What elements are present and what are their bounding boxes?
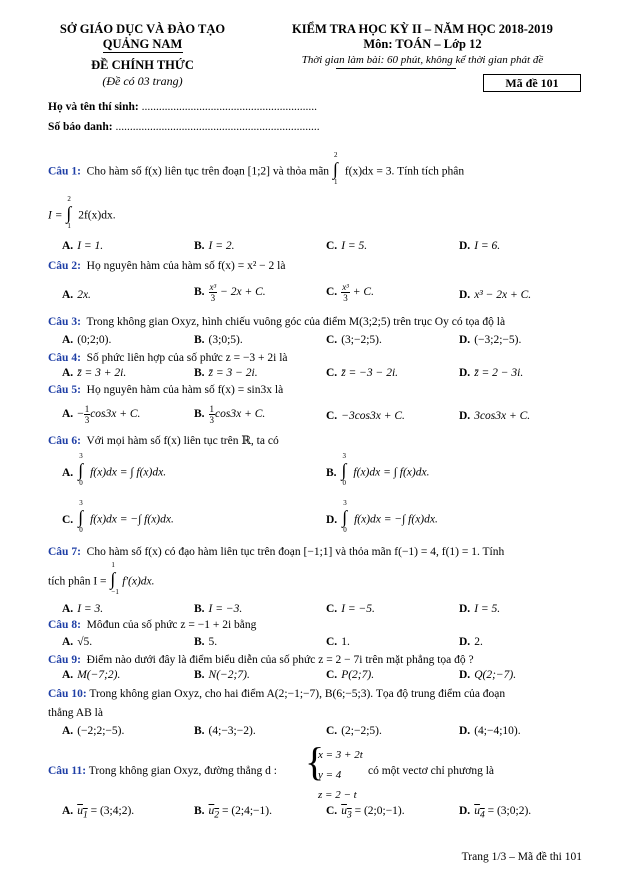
option-letter: A. — [62, 367, 74, 379]
option-c — [326, 636, 350, 648]
option-a — [62, 289, 91, 301]
system-brace: { — [305, 739, 325, 784]
option-c — [326, 240, 367, 252]
option-d — [459, 603, 500, 615]
option-text: (3;0;5). — [208, 334, 243, 346]
option-d — [459, 367, 523, 379]
option-text: I = 5. — [341, 240, 368, 252]
option-letter: B. — [194, 367, 205, 379]
equation-y: y = 4 — [318, 769, 342, 781]
option-letter: D. — [459, 410, 471, 422]
option-letter: D. — [326, 513, 338, 526]
option-text: I = 1. — [77, 240, 104, 252]
option-a — [62, 452, 167, 487]
option-b — [194, 240, 235, 252]
option-text: (−3;2;−5). — [474, 334, 522, 346]
option-text: (4;−4;10). — [474, 725, 521, 737]
option-text: 2. — [474, 636, 483, 648]
question-label: Câu 2: — [48, 260, 81, 272]
question-text: Cho hàm số f(x) có đạo hàm liên tục trên đoạn [−1;1] và thỏa mãn f(−1) = 4, f(1) = 1. Tính — [86, 546, 505, 558]
question-label: Câu 1: — [48, 165, 81, 178]
exam-title: KIỂM TRA HỌC KỲ II – NĂM HỌC 2018-2019 — [292, 22, 553, 36]
question-text: Với mọi hàm số f(x) liên tục trên ℝ, ta có — [86, 435, 279, 447]
divider — [336, 68, 456, 69]
option-a — [62, 669, 120, 681]
question-text: Trong không gian Oxyz, hình chiếu vuông góc của điểm M(3;2;5) trên trục Oy có tọa độ là — [86, 316, 506, 328]
option-d — [459, 240, 500, 252]
question-text-continued: f(x)dx = 3. Tính tích phân — [344, 165, 465, 178]
option-letter: B. — [194, 240, 205, 252]
question-text-continued: f′(x)dx. — [122, 575, 155, 588]
option-a — [62, 603, 103, 615]
option-letter: A. — [62, 466, 74, 479]
option-text: I = −3. — [208, 603, 243, 615]
option-letter: C. — [326, 334, 338, 346]
option-text: = (2;0;−1). — [354, 805, 405, 817]
option-letter: A. — [62, 669, 74, 681]
option-text: = (3;0;2). — [487, 805, 532, 817]
official-label: ĐỀ CHÍNH THỨC — [91, 58, 194, 72]
integral-symbol: 3 ∫ 0 — [341, 452, 347, 487]
option-letter: B. — [194, 636, 205, 648]
option-letter: D. — [459, 636, 471, 648]
option-a — [62, 367, 126, 379]
equation-z: z = 2 − t — [318, 789, 357, 801]
option-text: I = −5. — [341, 603, 375, 615]
option-letter: D. — [459, 289, 471, 301]
option-text: x³ − 2x + C. — [474, 289, 532, 301]
option-b — [194, 636, 217, 648]
divider — [103, 52, 183, 53]
option-b — [194, 725, 256, 737]
question-text: Điểm nào dưới đây là điểm biểu diễn của số phức z = 2 − 7i trên mặt phẳng tọa độ ? — [86, 654, 474, 666]
option-letter: A. — [62, 725, 74, 737]
question-10 — [48, 688, 584, 700]
option-a — [62, 240, 103, 252]
question-text: Môđun của số phức z = −1 + 2i bằng — [86, 619, 257, 631]
option-text: I = 6. — [474, 240, 501, 252]
option-a — [62, 636, 92, 648]
page-footer: Trang 1/3 – Mã đề thi 101 — [461, 851, 582, 863]
option-text: (0;2;0). — [77, 334, 112, 346]
option-a: A. $u_1$ = (3;4;2). — [62, 805, 135, 821]
option-c — [62, 499, 174, 534]
option-d — [459, 289, 531, 301]
option-letter: C. — [326, 805, 338, 817]
option-letter: D. — [459, 725, 471, 737]
option-b — [194, 404, 265, 425]
option-letter: A. — [62, 240, 74, 252]
integral-symbol: 3 ∫ 0 — [78, 452, 84, 487]
option-letter: D. — [459, 603, 471, 615]
option-c — [326, 367, 398, 379]
question-9 — [48, 654, 584, 666]
student-name-label: Họ và tên thí sinh: — [48, 101, 139, 113]
question-text: Cho hàm số f(x) liên tục trên đoạn [1;2] và thỏa mãn — [86, 165, 330, 178]
integral-symbol: 1 ∫ −1 — [110, 561, 119, 596]
question-3 — [48, 316, 584, 328]
option-letter: D. — [459, 240, 471, 252]
option-text: (3;−2;5). — [341, 334, 382, 346]
option-text: I = 3. — [77, 603, 104, 615]
option-d — [326, 499, 438, 534]
option-text: √5. — [77, 636, 93, 648]
student-id-row — [48, 121, 320, 133]
option-letter: C. — [326, 636, 338, 648]
question-text: Trong không gian Oxyz, đường thẳng d : — [88, 765, 277, 777]
department-name: SỞ GIÁO DỤC VÀ ĐÀO TẠO — [59, 22, 226, 36]
option-letter: B. — [194, 669, 205, 681]
option-letter: B. — [194, 286, 205, 299]
option-b — [326, 452, 430, 487]
option-text: 5. — [208, 636, 218, 648]
option-text: f(x)dx = −∫ f(x)dx. — [90, 513, 174, 526]
integral-symbol: 3 ∫ 0 — [78, 499, 84, 534]
option-letter: B. — [194, 805, 205, 817]
page-count: (Đề có 03 trang) — [102, 74, 183, 88]
option-text: M(−7;2). — [77, 669, 121, 681]
option-text: z̄ = 3 − 2i. — [208, 367, 258, 379]
option-letter: D. — [459, 367, 471, 379]
option-d: D. $u_4$ = (3;0;2). — [459, 805, 532, 821]
option-letter: B. — [194, 725, 205, 737]
option-b — [194, 603, 242, 615]
option-letter: A. — [62, 603, 74, 615]
option-letter: C. — [326, 286, 338, 299]
option-text: P(2;7). — [341, 669, 375, 681]
option-text: (−2;2;−5). — [77, 725, 125, 737]
question-7-line2 — [48, 561, 584, 596]
exam-code-box: Mã đề 101 — [483, 74, 581, 92]
option-letter: A. — [62, 289, 74, 301]
question-text: Họ nguyên hàm của hàm số f(x) = x² − 2 là — [86, 260, 286, 272]
integral-symbol: 2 ∫ 1 — [332, 151, 338, 186]
option-text: f(x)dx = ∫ f(x)dx. — [353, 466, 430, 479]
option-text: 1. — [341, 636, 350, 648]
question-text: Trong không gian Oxyz, cho hai điểm A(2;−1;−7), B(6;−5;3). Tọa độ trung điểm của đoạn — [89, 688, 506, 700]
option-text: z̄ = −3 − 2i. — [341, 367, 399, 379]
option-text: = (2;4;−1). — [221, 805, 272, 817]
time-line: Thời gian làm bài: 60 phút, không kể thời gian phát đề — [301, 54, 544, 66]
option-text: Q(2;−7). — [474, 669, 517, 681]
subject-line: Môn: TOÁN – Lớp 12 — [363, 37, 482, 51]
question-label: Câu 4: — [48, 352, 81, 364]
question-label: Câu 11: — [48, 765, 87, 777]
option-letter: D. — [459, 334, 471, 346]
option-b — [194, 334, 243, 346]
student-id-label: Số báo danh: — [48, 121, 113, 133]
option-text: N(−2;7). — [208, 669, 250, 681]
question-1-line2 — [48, 195, 584, 230]
option-b: B. $u_2$ = (2;4;−1). — [194, 805, 272, 821]
option-letter: C. — [326, 410, 338, 422]
option-text: I = 5. — [474, 603, 501, 615]
option-d — [459, 334, 521, 346]
option-d — [459, 636, 483, 648]
option-c — [326, 669, 374, 681]
line-equation-system — [318, 745, 363, 805]
question-text-continued: I = — [48, 209, 66, 222]
fraction: $\frac{\text{x³}}{3}$ — [209, 282, 217, 303]
option-letter: B. — [194, 334, 205, 346]
option-c — [326, 282, 374, 303]
option-d — [459, 725, 521, 737]
question-2 — [48, 260, 584, 272]
option-text: cos3x + C. — [90, 408, 141, 421]
student-name-dots: ............................................................. — [141, 101, 317, 113]
question-text-continued: có một vectơ chỉ phương là — [368, 765, 495, 777]
option-letter: B. — [194, 408, 205, 421]
option-d — [459, 410, 530, 422]
department-province: QUẢNG NAM — [102, 37, 183, 51]
question-text-continued: tích phân I = — [48, 575, 107, 588]
question-text-continued: thẳng AB là — [48, 707, 103, 719]
option-text: −3cos3x + C. — [341, 410, 405, 422]
option-letter: A. — [62, 636, 74, 648]
option-letter: D. — [459, 805, 471, 817]
option-c — [326, 410, 405, 422]
option-b — [194, 367, 258, 379]
question-8 — [48, 619, 584, 631]
question-1 — [48, 151, 584, 186]
option-c — [326, 334, 382, 346]
option-text: I = 2. — [208, 240, 235, 252]
option-text: f(x)dx = −∫ f(x)dx. — [354, 513, 438, 526]
question-label: Câu 10: — [48, 688, 87, 700]
option-d — [459, 669, 516, 681]
option-letter: A. — [62, 805, 74, 817]
fraction: $\frac{\text{x³}}{3}$ — [342, 282, 349, 303]
option-text: f(x)dx = ∫ f(x)dx. — [90, 466, 167, 479]
question-10-line2 — [48, 707, 584, 719]
option-letter: C. — [62, 513, 74, 526]
option-text: 3cos3x + C. — [474, 410, 531, 422]
question-6 — [48, 433, 584, 447]
option-text: (2;−2;5). — [341, 725, 382, 737]
option-c — [326, 603, 375, 615]
option-letter: D. — [459, 669, 471, 681]
question-label: Câu 3: — [48, 316, 81, 328]
option-letter: C. — [326, 669, 338, 681]
question-text-continued: 2f(x)dx. — [78, 209, 116, 222]
option-text: 2x. — [77, 289, 91, 301]
option-letter: A. — [62, 408, 74, 421]
option-b — [194, 669, 250, 681]
option-a: A. − $\frac{1}{3}$ cos3x + C. — [62, 404, 141, 425]
question-label: Câu 9: — [48, 654, 81, 666]
option-letter: C. — [326, 725, 338, 737]
equation-x: x = 3 + 2t — [318, 749, 363, 761]
option-letter: C. — [326, 367, 338, 379]
option-a — [62, 725, 124, 737]
question-text: Họ nguyên hàm của hàm số f(x) = sin3x là — [86, 384, 284, 396]
option-a — [62, 334, 111, 346]
option-letter: C. — [326, 240, 338, 252]
option-c: C. $u_3$ = (2;0;−1). — [326, 805, 405, 821]
option-text: (4;−3;−2). — [208, 725, 256, 737]
option-letter: B. — [326, 466, 337, 479]
question-7 — [48, 546, 584, 558]
fraction: $\frac{1}{3}$ — [209, 404, 215, 425]
option-text: − 2x + C. — [220, 286, 266, 299]
option-c — [326, 725, 382, 737]
integral-symbol: 2 ∫ 1 — [66, 195, 72, 230]
option-text: + C. — [352, 286, 374, 299]
question-label: Câu 8: — [48, 619, 81, 631]
fraction: $\frac{1}{3}$ — [84, 404, 90, 425]
option-text: cos3x + C. — [215, 408, 266, 421]
question-4 — [48, 352, 584, 364]
option-text: = (3;4;2). — [90, 805, 135, 817]
option-text: z̄ = 3 + 2i. — [77, 367, 127, 379]
question-5 — [48, 384, 584, 396]
integral-symbol: 3 ∫ 0 — [342, 499, 348, 534]
student-id-dots: ....................................................................... — [115, 121, 320, 133]
question-text: Số phức liên hợp của số phức z = −3 + 2i là — [86, 352, 288, 364]
question-label: Câu 5: — [48, 384, 81, 396]
option-b — [194, 282, 266, 303]
option-letter: A. — [62, 334, 74, 346]
option-letter: C. — [326, 603, 338, 615]
student-name-row — [48, 101, 317, 113]
question-label: Câu 6: — [48, 435, 81, 447]
question-label: Câu 7: — [48, 546, 81, 558]
option-text: z̄ = 2 − 3i. — [474, 367, 524, 379]
option-letter: B. — [194, 603, 205, 615]
